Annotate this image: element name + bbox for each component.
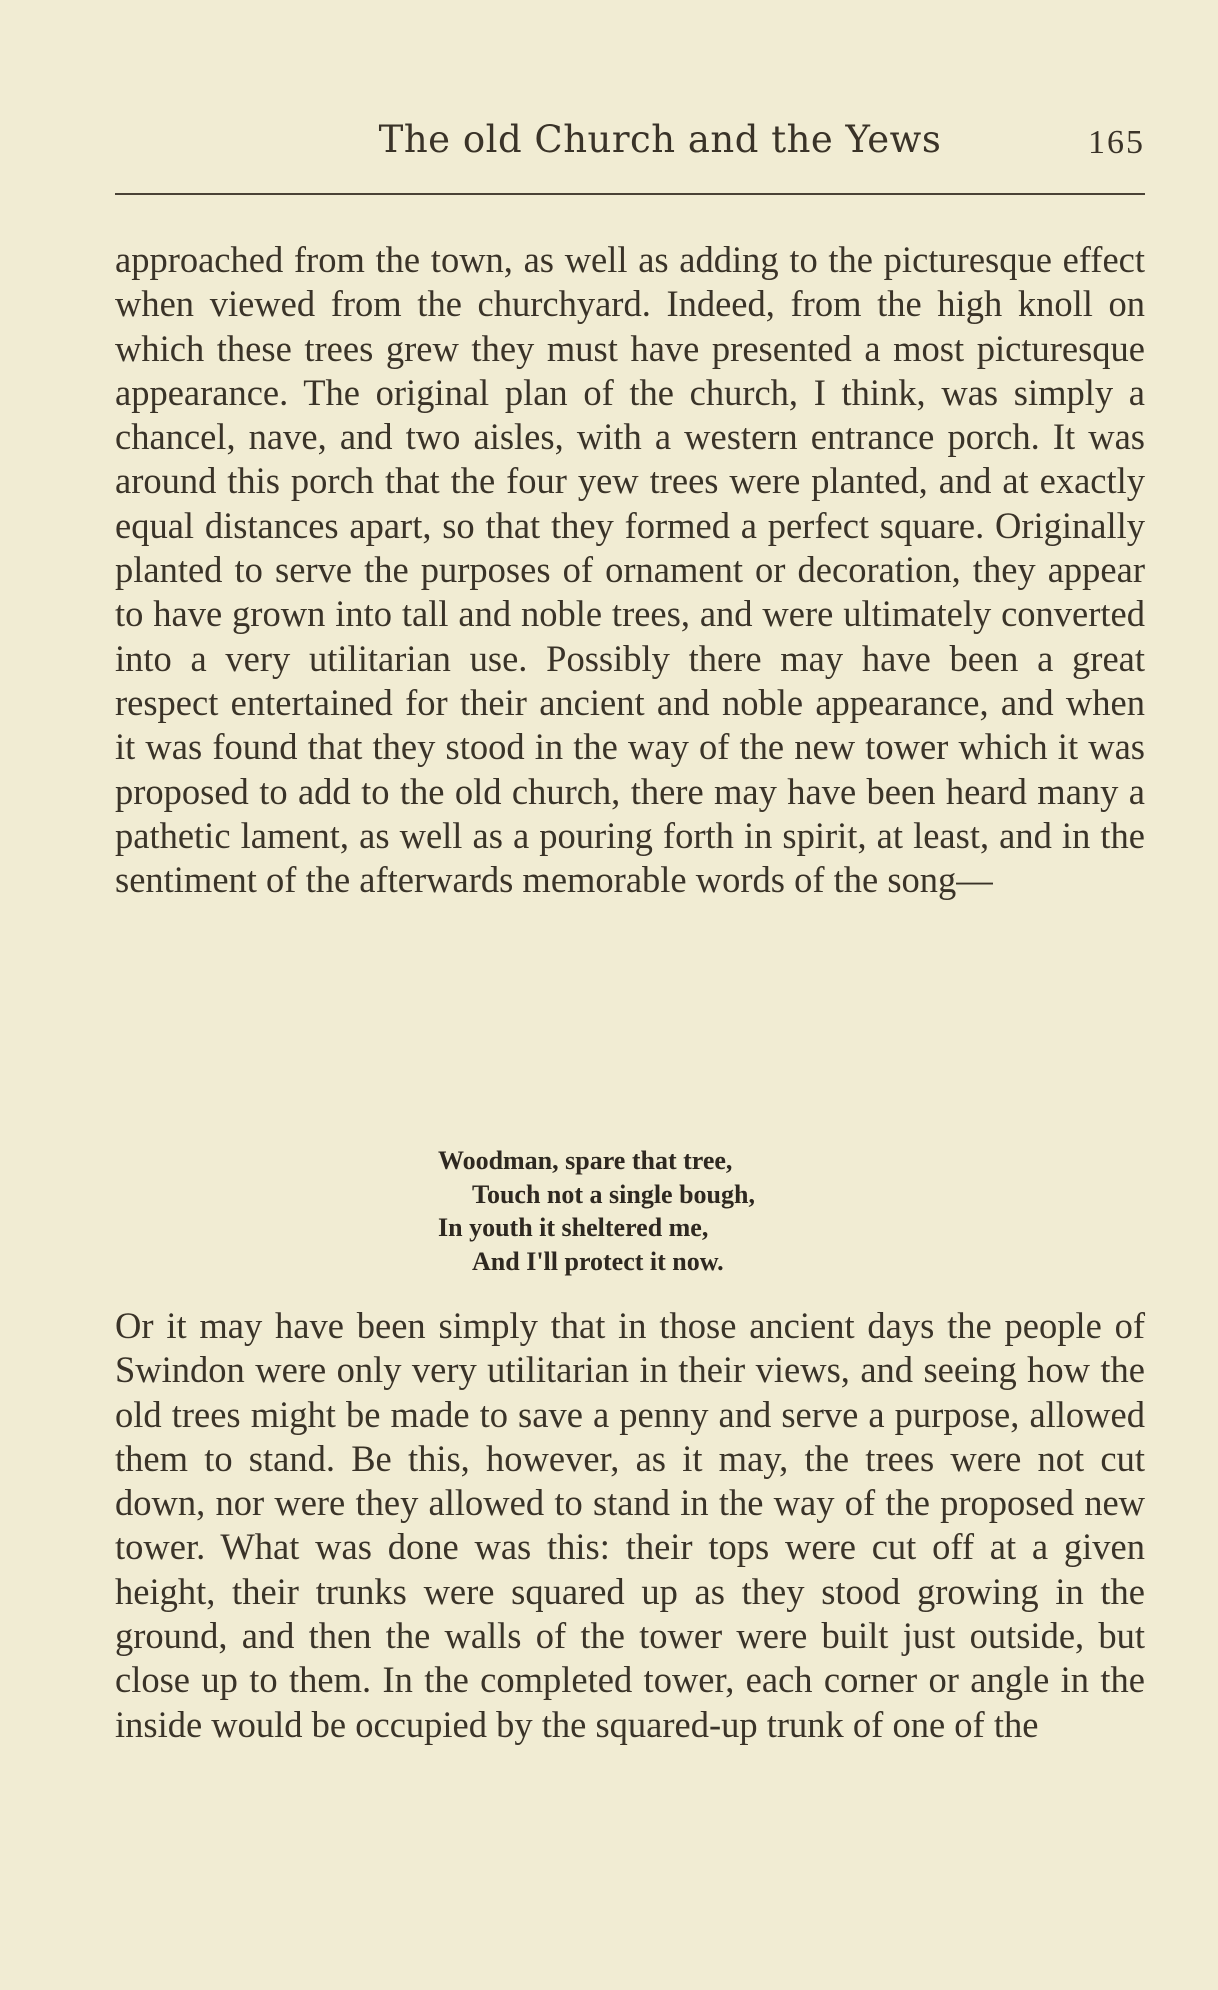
paragraph-2: Or it may have been simply that in those ancient days the people of Swindon were only very utilitarian in their views, and seeing how the old trees might be made to save a penny and serve a purpose, allowed them to stand. Be this, however, as it may, the trees were not cut down, nor were they allowed to stand in the way of the proposed new tower. What was done was this: their tops were cut off at a given height, their trunks were squared up as they stood growing in the ground, and then the walls of the tower were built just outside, but close up to them. In the completed tower, each corner or angle in the inside would be occupied by the squared-up trunk of one of the bbox=[115, 1305, 1145, 1745]
header-rule bbox=[115, 193, 1145, 195]
body-text-upper bbox=[115, 238, 1145, 902]
page-number: 165 bbox=[1088, 124, 1145, 161]
poem-line-2: Touch not a single bough, bbox=[472, 1179, 755, 1209]
poem-line-1: Woodman, spare that tree, bbox=[438, 1146, 733, 1175]
running-head bbox=[115, 118, 1145, 178]
body-text-lower bbox=[115, 1304, 1145, 1747]
running-title: The old Church and the Yews bbox=[378, 118, 942, 161]
poem-quote bbox=[438, 1144, 755, 1278]
poem-line-4: And I'll protect it now. bbox=[472, 1246, 724, 1276]
paragraph-1: approached from the town, as well as adding to the picturesque effect when viewed from the churchyard. Indeed, from the high knoll on which these trees grew they must have presented a most picturesque appearance. The original plan of the church, I think, was simply a chancel, nave, and two aisles, with a western entrance porch. It was around this porch that the four yew trees were planted, and at exactly equal distances apart, so that they formed a perfect square. Originally planted to serve the purposes of ornament or decoration, they appear to have grown into tall and noble trees, and were ultimately converted into a very utilitarian use. Possibly there may have been a great respect entertained for their ancient and noble appearance, and when it was found that they stood in the way of the new tower which it was proposed to add to the old church, there may have been heard many a pathetic lament, as well as a pouring forth in spirit, at least, and in the sentiment of the afterwards memorable words of the song— bbox=[115, 239, 1145, 901]
poem-line-3: In youth it sheltered me, bbox=[438, 1213, 709, 1242]
